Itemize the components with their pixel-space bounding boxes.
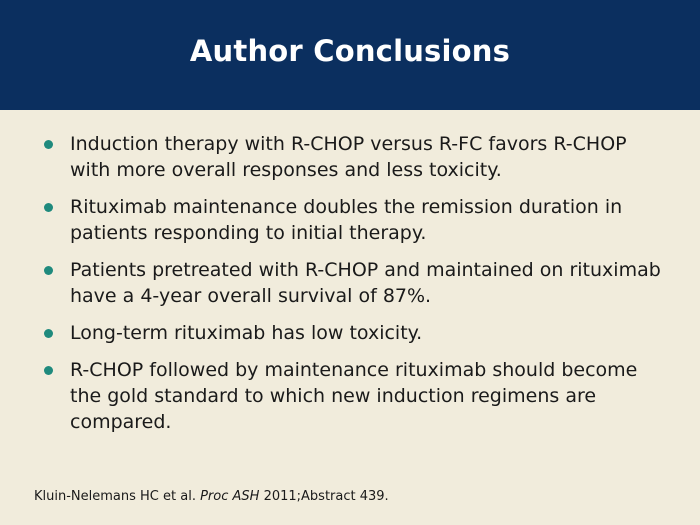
- citation: [34, 489, 389, 504]
- bullet-dot-icon: [44, 266, 53, 275]
- bullet-text: Induction therapy with R-CHOP versus R-FC favors R-CHOP with more overall responses and less toxicity.: [70, 133, 627, 181]
- bullet-item: [44, 257, 664, 309]
- bullet-text: Patients pretreated with R-CHOP and maintained on rituximab have a 4-year overall survival of 87%.: [70, 259, 661, 307]
- bullet-text: Rituximab maintenance doubles the remission duration in patients responding to initial therapy.: [70, 196, 623, 244]
- bullet-dot-icon: [44, 203, 53, 212]
- citation-details: 2011;Abstract 439.: [259, 489, 389, 504]
- bullet-dot-icon: [44, 366, 53, 375]
- bullet-item: [44, 357, 664, 435]
- citation-authors: Kluin-Nelemans HC et al.: [34, 489, 201, 504]
- bullet-dot-icon: [44, 140, 53, 149]
- bullet-text: R-CHOP followed by maintenance rituximab should become the gold standard to which new induction regimens are compared.: [70, 359, 638, 433]
- bullet-list: [44, 131, 664, 446]
- bullet-item: [44, 194, 664, 246]
- citation-journal: Proc ASH: [200, 489, 260, 504]
- bullet-item: [44, 131, 664, 183]
- slide-title: Author Conclusions: [189, 34, 511, 68]
- title-bar: [0, 0, 700, 110]
- bullet-dot-icon: [44, 329, 53, 338]
- bullet-item: [44, 320, 664, 346]
- bullet-text: Long-term rituximab has low toxicity.: [70, 322, 423, 344]
